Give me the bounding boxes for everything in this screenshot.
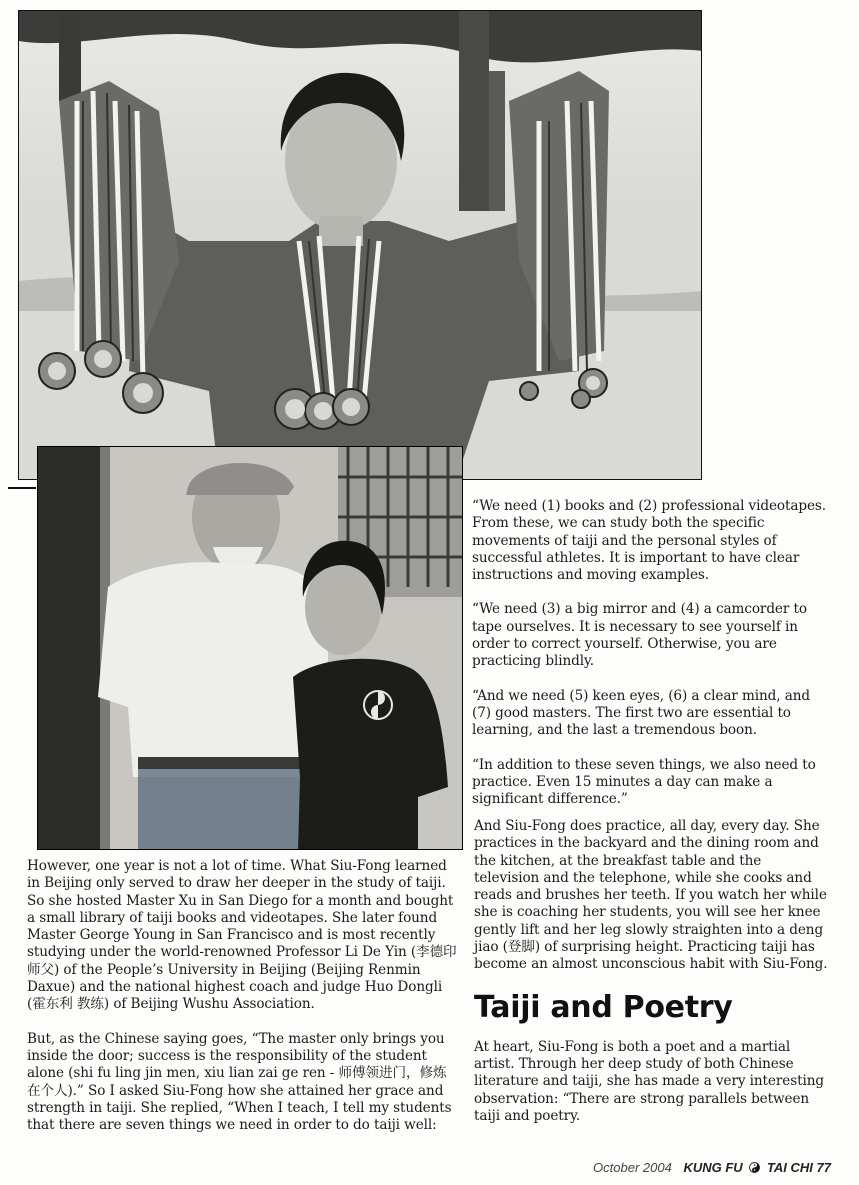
issue-date: October 2004: [593, 1160, 672, 1175]
photo-master-and-student-image: [38, 447, 463, 850]
quote-paragraph: “We need (3) a big mirror and (4) a camcorder to tape ourselves. It is necessary to see yourself in order to correct yourself. Otherwise, you are practicing blindly.: [472, 601, 807, 670]
quote-paragraph: “We need (1) books and (2) professional videotapes. From these, we can study both the specific movements of taiji and the personal styles of successful athletes. It is important to have clear instructions and moving examples.: [472, 498, 827, 584]
section-heading: Taiji and Poetry: [474, 989, 733, 1025]
photo-woman-with-medals: [18, 10, 702, 480]
left-column-body: [27, 858, 457, 1151]
quote-paragraph: “And we need (5) keen eyes, (6) a clear mind, and (7) good masters. The first two are essential to learning, and the last a tremendous boon.: [472, 687, 810, 739]
body-paragraph: At heart, Siu-Fong is both a poet and a martial artist. Through her deep study of both Chinese literature and taiji, she has made a very interesting observation: “There are strong parallels between taiji and poetry.: [474, 1038, 824, 1124]
magazine-name-right: TAI CHI: [766, 1160, 813, 1175]
page-number: 77: [816, 1160, 831, 1175]
body-paragraph: And Siu-Fong does practice, all day, every day. She practices in the backyard and the dining room and the kitchen, at the breakfast table and the television and the telephone, while she cooks and reads and brushes her teeth. If you watch her while she is coaching her students, you will see her knee gently lift and her leg slowly straighten into a deng jiao (登脚) of surprising height. Practicing taiji has become an almost unconscious habit with Siu-Fong.: [474, 818, 828, 973]
body-paragraph: But, as the Chinese saying goes, “The master only brings you inside the door; success is the responsibility of the student alone (shi fu ling jin men, xiu lian zai ge ren - 师傅领进门，修炼在个人).” So I asked Siu-Fong how she attained her grace and strength in taiji. She replied, “When I teach, I tell my students that there are seven things we need in order to do taiji well:: [27, 1030, 452, 1134]
photo-woman-with-medals-image: [19, 11, 702, 480]
yin-yang-icon: [749, 1162, 760, 1173]
page-footer: [593, 1160, 831, 1175]
photo-master-and-student: [37, 446, 463, 850]
quote-paragraph: “In addition to these seven things, we also need to practice. Even 15 minutes a day can make a significant difference.”: [472, 756, 816, 808]
right-column-body: [474, 818, 829, 1142]
section-rule: [8, 487, 36, 489]
body-paragraph: However, one year is not a lot of time. What Siu-Fong learned in Beijing only served to draw her deeper in the study of taiji. So she hosted Master Xu in San Diego for a month and bought a small library of taiji books and videotapes. She later found Master George Young in San Francisco and is most recently studying under the world-renowned Professor Li De Yin (李德印师父) of the People’s University in Beijing (Beijing Renmin Daxue) and the national highest coach and judge Huo Dongli (霍东利 教练) of Beijing Wushu Association.: [27, 858, 457, 1013]
right-column-quotes: [472, 498, 827, 825]
magazine-name-left: KUNG FU: [683, 1160, 743, 1175]
